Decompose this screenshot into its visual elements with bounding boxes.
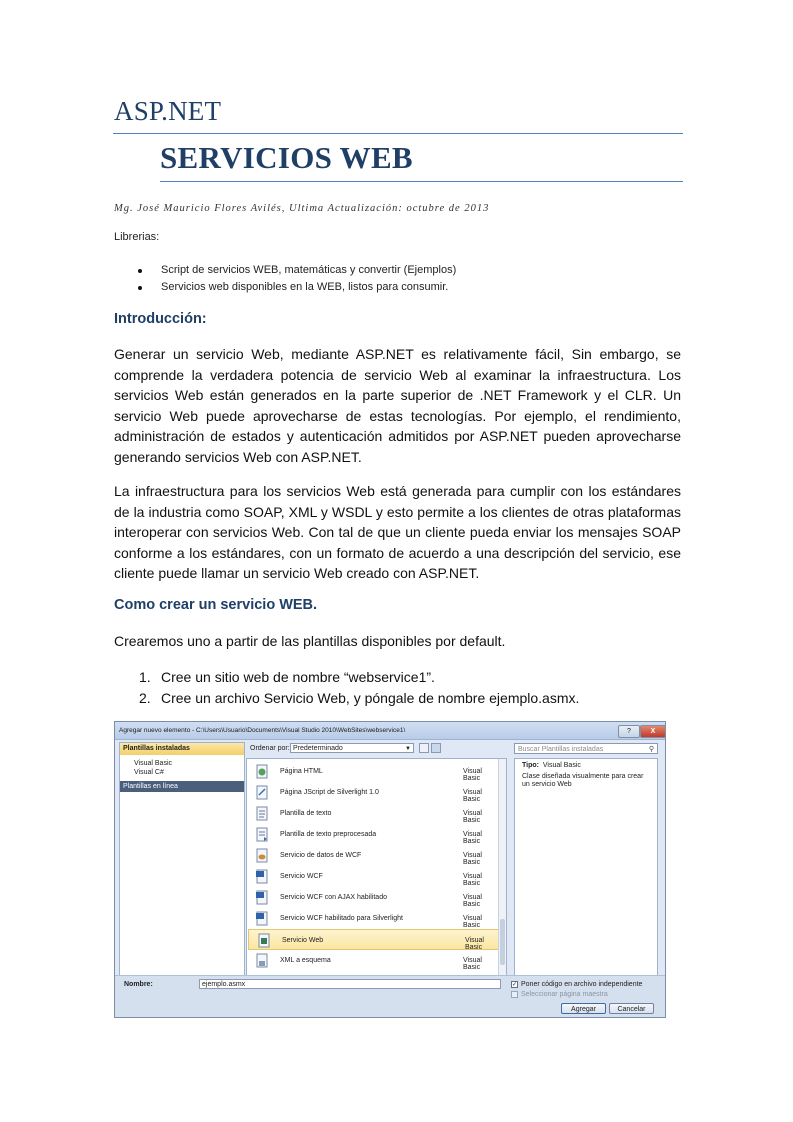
intro-paragraph-2: La infraestructura para los servicios Web está generada para cumplir con los estándares de la industria como SOAP, XML y WSDL y esto permite a los clientes de otras plataformas interoperar con servicios Web. Con tal de que un cliente pueda enviar los mensajes SOAP conforme a los estándares, con un formato de acuerdo a una descripción del servicio, ese cliente puede llamar un servicio Web creado con ASP.NET. [114,483,681,582]
info-type-label: Tipo: [522,762,539,769]
list-item[interactable]: Página HTML Visual Basic [247,761,499,782]
close-button[interactable]: X [640,725,666,738]
list-item: 2. Cree un archivo Servicio Web, y póngale de nombre ejemplo.asmx. [139,690,580,706]
list-item: 1. Cree un sitio web de nombre “webservice1”. [139,669,435,685]
sort-select[interactable]: Predeterminado ▼ [290,743,414,753]
list-item[interactable]: Servicio WCF Visual Basic [247,866,499,887]
scrollbar-thumb[interactable] [500,919,505,965]
list-item-selected[interactable]: Servicio Web Visual Basic [248,929,499,950]
list-item: Script de servicios WEB, matemáticas y convertir (Ejemplos) [114,262,456,279]
templates-tree [119,742,245,986]
tree-item-visual-csharp[interactable]: Visual C# [134,769,164,776]
chevron-down-icon: ▼ [405,746,411,752]
tree-item-visual-basic[interactable]: Visual Basic [134,760,173,767]
list-item: Servicios web disponibles en la WEB, listos para consumir. [114,279,456,296]
templates-scrollbar[interactable] [498,759,506,983]
bullet-icon [138,269,142,273]
add-item-dialog [114,721,666,1018]
vb-file-icon [255,890,269,905]
installed-templates-node[interactable]: Plantillas instaladas [120,743,244,755]
list-item[interactable]: Plantilla de texto preprocesada Visual Basic [247,824,499,845]
list-item[interactable]: Plantilla de texto Visual Basic [247,803,499,824]
dialog-title: Agregar nuevo elemento - C:\Users\Usuario\Documents\Visual Studio 2010\WebSites\webservice1\ [119,727,406,734]
dialog-titlebar [115,722,665,740]
text-file-icon [255,806,269,821]
subtitle-rule [160,181,683,182]
como-paragraph: Crearemos uno a partir de las plantillas disponibles por default. [114,633,506,649]
text-file-icon [255,827,269,842]
name-label: Nombre: [124,981,153,988]
search-icon: ⚲ [648,746,654,753]
doc-title: ASP.NET [114,96,222,126]
dialog-footer [115,975,665,1018]
info-description: Clase diseñada visualmente para crear un servicio Web [522,773,644,788]
online-templates-node[interactable]: Plantillas en línea [120,781,244,792]
master-page-checkbox[interactable] [511,991,518,998]
author-line: Mg. José Mauricio Flores Avilés, Ultima Actualización: octubre de 2013 [114,203,490,214]
sort-toolbar [246,743,506,755]
list-item[interactable]: XML a esquema Visual Basic [247,950,499,971]
separate-code-checkbox[interactable]: ✓ [512,982,518,988]
como-heading: Como crear un servicio WEB. [114,597,318,613]
doc-subtitle: SERVICIOS WEB [160,140,413,175]
list-item[interactable]: Servicio WCF habilitado para Silverlight Visual Basic [247,908,499,929]
steps-list [114,667,579,709]
intro-heading: Introducción: [114,311,207,327]
list-item[interactable]: Servicio WCF con AJAX habilitado Visual Basic [247,887,499,908]
cancel-button[interactable]: Cancelar [609,1003,654,1014]
name-input[interactable]: ejemplo.asmx [199,979,501,989]
separate-code-label: Poner código en archivo independiente [521,981,643,988]
help-button[interactable]: ? [618,725,640,738]
librerias-label: Librerias: [114,231,160,243]
librerias-list [114,262,456,296]
sort-label: Ordenar por: [250,745,290,752]
template-info-panel [514,758,658,984]
list-item[interactable]: Servicio de datos de WCF Visual Basic [247,845,499,866]
bullet-icon [138,286,142,290]
list-item[interactable]: Página JScript de Silverlight 1.0 Visual Basic [247,782,499,803]
search-input[interactable]: Buscar Plantillas instaladas ⚲ [514,743,658,754]
small-icons-view-button[interactable] [419,743,429,753]
xml-file-icon [255,953,269,968]
vb-file-icon [255,911,269,926]
list-view-button[interactable] [431,743,441,753]
info-type-value: Visual Basic [542,762,581,769]
title-rule [113,133,683,134]
templates-list [246,758,507,984]
add-button[interactable]: Agregar [561,1003,606,1014]
master-page-label: Seleccionar página maestra [521,991,608,998]
data-service-icon [255,848,269,863]
jscript-file-icon [255,785,269,800]
html-page-icon [255,764,269,779]
web-service-icon [257,933,271,948]
vb-file-icon [255,869,269,884]
intro-paragraph-1: Generar un servicio Web, mediante ASP.NET es relativamente fácil, Sin embargo, se comprende la verdadera potencia de servicio Web al examinar la infraestructura. Los servicios Web están generados en la parte superior de .NET Framework y el CLR. Un servicio Web puede aprovecharse de estas tecnologías. Por ejemplo, el rendimiento, administración de estados y autenticación admitidos por ASP.NET pueden aprovecharse generando servicios Web con ASP.NET. [114,346,681,465]
